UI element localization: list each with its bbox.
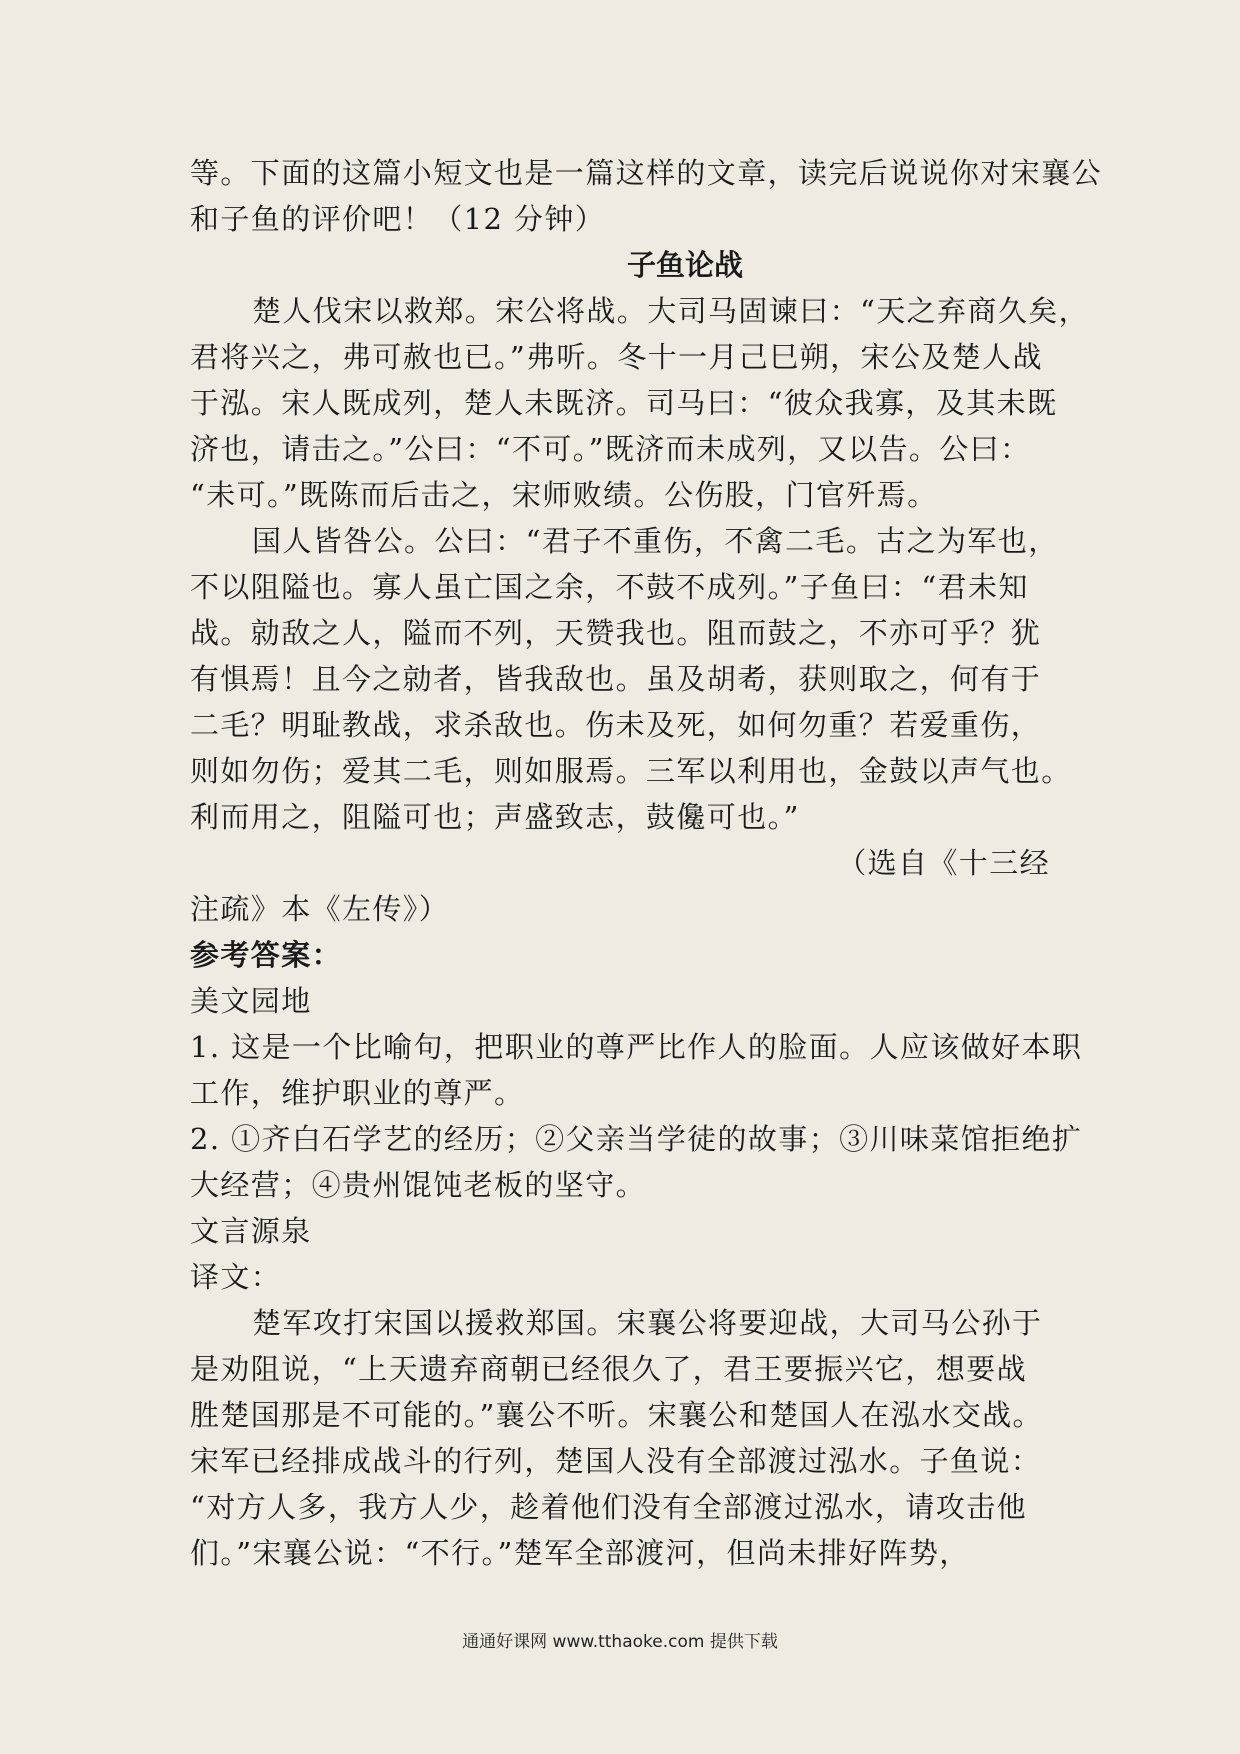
translation-label: 译文： bbox=[190, 1260, 282, 1294]
article-line: 二毛？明耻教战，求杀敌也。伤未及死，如何勿重？若爱重伤， bbox=[190, 708, 1042, 742]
source-citation: 注疏》本《左传》） bbox=[190, 892, 450, 926]
document-page bbox=[190, 150, 1103, 1576]
article-line: 不以阻隘也。寡人虽亡国之余，不鼓不成列。”子鱼曰：“君未知 bbox=[190, 570, 1029, 604]
translation-line: 是劝阻说，“上天遗弃商朝已经很久了，君王要振兴它，想要战 bbox=[190, 1352, 1028, 1386]
article-line: 君将兴之，弗可赦也已。”弗听。冬十一月己巳朔，宋公及楚人战 bbox=[190, 340, 1043, 374]
section-heading: 文言源泉 bbox=[190, 1214, 312, 1248]
article-line: 国人皆咎公。公曰：“君子不重伤，不禽二毛。古之为军也， bbox=[252, 524, 1059, 558]
section-heading: 美文园地 bbox=[190, 984, 312, 1018]
translation-line: “对方人多，我方人少，趁着他们没有全部渡过泓水，请攻击他 bbox=[190, 1490, 1028, 1524]
article-line: 楚人伐宋以救郑。宋公将战。大司马固谏曰：“天之弃商久矣， bbox=[252, 294, 1090, 328]
answer-item: 1. 这是一个比喻句，把职业的尊严比作人的脸面。人应该做好本职 bbox=[190, 1030, 1083, 1064]
article-line: 则如勿伤；爱其二毛，则如服焉。三军以利用也，金鼓以声气也。 bbox=[190, 754, 1072, 788]
article-line: 战。勍敌之人，隘而不列，天赞我也。阻而鼓之，不亦可乎？犹 bbox=[190, 616, 1042, 650]
article-line: 济也，请击之。”公曰：“不可。”既济而未成列，又以告。公曰： bbox=[190, 432, 1031, 466]
answer-item: 工作，维护职业的尊严。 bbox=[190, 1076, 525, 1110]
answer-item: 2. ①齐白石学艺的经历；②父亲当学徒的故事；③川味菜馆拒绝扩 bbox=[190, 1122, 1083, 1156]
article-line: 有惧焉！且今之勍者，皆我敌也。虽及胡耇，获则取之，何有于 bbox=[190, 662, 1042, 696]
intro-line: 等。下面的这篇小短文也是一篇这样的文章，读完后说说你对宋襄公 bbox=[190, 156, 1103, 190]
translation-line: 宋军已经排成战斗的行列，楚国人没有全部渡过泓水。子鱼说： bbox=[190, 1444, 1042, 1478]
translation-line: 胜楚国那是不可能的。”襄公不听。宋襄公和楚国人在泓水交战。 bbox=[190, 1398, 1043, 1432]
article-line: “未可。”既陈而后击之，宋师败绩。公伤股，门官歼焉。 bbox=[190, 478, 938, 512]
article-title: 子鱼论战 bbox=[626, 248, 743, 282]
answer-item: 大经营；④贵州馄饨老板的坚守。 bbox=[190, 1168, 647, 1202]
translation-line: 们。”宋襄公说：“不行。”楚军全部渡河，但尚未排好阵势， bbox=[190, 1536, 970, 1570]
page-footer: 通通好课网 www.tthaoke.com 提供下载 bbox=[462, 1632, 778, 1652]
translation-line: 楚军攻打宋国以援救郑国。宋襄公将要迎战，大司马公孙于 bbox=[252, 1306, 1043, 1340]
intro-line: 和子鱼的评价吧！（12 分钟） bbox=[190, 202, 606, 236]
source-citation: （选自《十三经 bbox=[837, 846, 1050, 880]
answers-heading: 参考答案： bbox=[190, 938, 343, 972]
article-line: 于泓。宋人既成列，楚人未既济。司马曰：“彼众我寡，及其未既 bbox=[190, 386, 1058, 420]
article-line: 利而用之，阻隘可也；声盛致志，鼓儳可也。” bbox=[190, 800, 800, 834]
